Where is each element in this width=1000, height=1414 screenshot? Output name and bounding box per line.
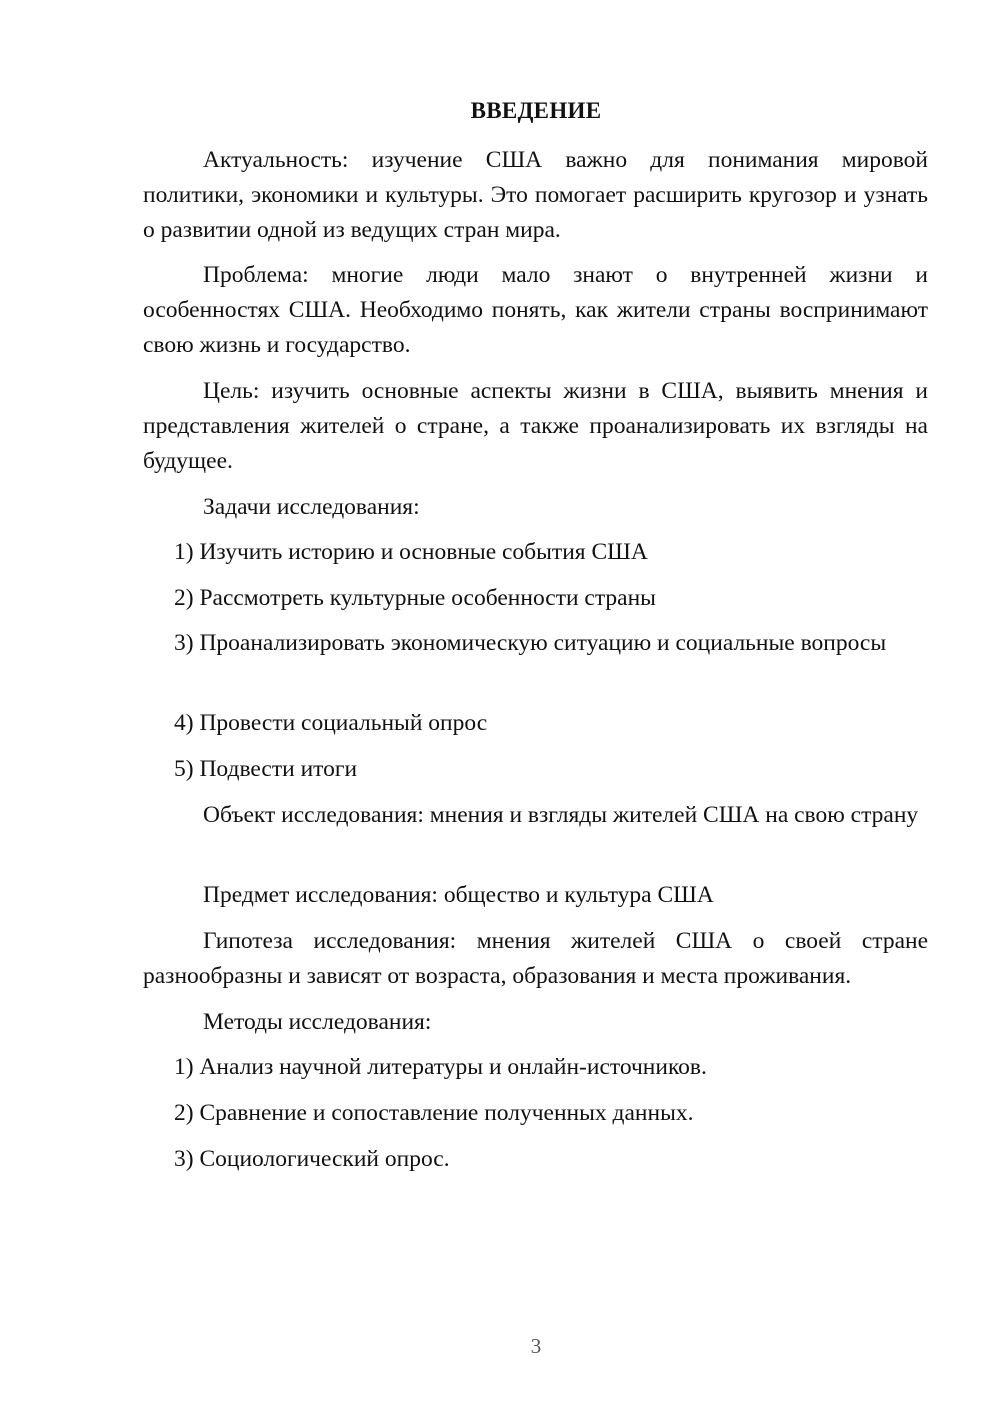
paragraph-relevance: Актуальность: изучение США важно для понимания мировой политики, экономики и культуры. Это помогает расширить кругозор и узнать о развитии одной из ведущих стран мира.: [143, 147, 928, 243]
paragraph-goal: Цель: изучить основные аспекты жизни в США, выявить мнения и представления жителей о стране, а также проанализировать их взгляды на будущее.: [143, 378, 928, 474]
list-item-method-2: 2) Сравнение и сопоставление полученных данных.: [174, 1100, 694, 1126]
list-item-task-1: 1) Изучить историю и основные события США: [174, 539, 648, 565]
paragraph-problem: Проблема: многие люди мало знают о внутренней жизни и особенностях США. Необходимо понять, как жители страны воспринимают свою жизнь и государство.: [143, 262, 928, 358]
paragraph-object: Объект исследования: мнения и взгляды жителей США на свою страну: [203, 802, 919, 828]
list-item-method-1: 1) Анализ научной литературы и онлайн-источников.: [174, 1054, 707, 1080]
list-item-task-5: 5) Подвести итоги: [174, 756, 358, 782]
list-item-task-2: 2) Рассмотреть культурные особенности страны: [174, 585, 656, 611]
paragraph-methods-heading: Методы исследования:: [203, 1009, 432, 1035]
paragraph-hypothesis: Гипотеза исследования: мнения жителей США о своей стране разнообразны и зависят от возраста, образования и места проживания.: [143, 928, 928, 989]
paragraph-subject: Предмет исследования: общество и культура США: [203, 882, 714, 908]
list-item-task-3: 3) Проанализировать экономическую ситуацию и социальные вопросы: [174, 630, 887, 656]
list-item-task-4: 4) Провести социальный опрос: [174, 710, 488, 736]
list-item-method-3: 3) Социологический опрос.: [174, 1146, 450, 1172]
page-title: ВВЕДЕНИЕ: [470, 98, 602, 123]
paragraph-tasks-heading: Задачи исследования:: [203, 494, 420, 520]
page-number: 3: [530, 1334, 542, 1358]
